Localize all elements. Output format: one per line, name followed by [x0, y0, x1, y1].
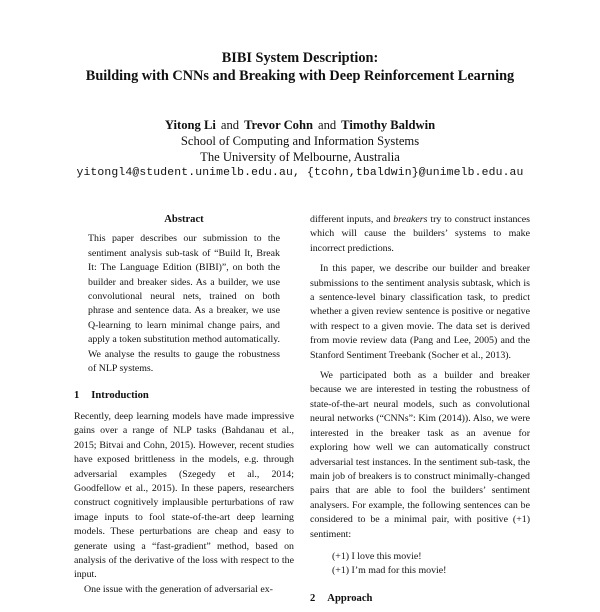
continued-text-pre: different inputs, and	[310, 214, 394, 225]
author-yitong-li: Yitong Li	[164, 118, 216, 132]
title-line-1: BIBI System Description:	[221, 50, 379, 66]
affiliation-university: The University of Melbourne, Australia	[200, 150, 400, 164]
right-column	[310, 213, 530, 612]
intro-paragraph-1: Recently, deep learning models have made impressive gains over a range of NLP tasks (Bahdanau et al., 2015; Bitvai and Cohn, 2015). However, recent studies have exposed brittleness in the models, e.g. through adversarial examples (Szegedy et al., 2014; Goodfellow et al., 2015). In these papers, researchers construct cognitively implausible perturbations of raw image inputs to fool state-of-the-art deep learning models. These perturbations are cheap and easy to generate using a “fast-gradient” method, based on analysis of the derivative of the loss with respect to the input.	[74, 410, 294, 581]
motivation-paragraph: We participated both as a builder and breaker because we are interested in testing the robustness of state-of-the-art neural models, such as convolutional neural networks (“CNNs”: Kim (2014)). Also, we were interested in the breaker task as an avenue for exploring how well we can automatically construct adversarial test instances. In the sentiment sub-task, the main job of breakers is to construct minimally-changed pairs that are able to fool the builders’ sentiment analysers. For example, the following sentences can be considered to be a minimal pair, with positive (+1) sentiment:	[310, 370, 530, 540]
example-2: (+1) I’m mad for this movie!	[332, 565, 447, 577]
section-2-heading	[310, 592, 530, 606]
author-and-2: and	[317, 118, 337, 132]
breakers-term: breakers	[393, 214, 428, 225]
paper-title	[0, 49, 600, 85]
section-2-number: 2	[310, 592, 316, 604]
section-1-number: 1	[74, 390, 80, 402]
author-emails: yitongl4@student.unimelb.edu.au, {tcohn,tbaldwin}@unimelb.edu.au	[76, 167, 524, 179]
author-timothy-baldwin: Timothy Baldwin	[341, 118, 436, 132]
author-block	[0, 117, 600, 181]
left-column	[74, 213, 294, 597]
author-and-1: and	[220, 118, 240, 132]
section-1-heading	[74, 389, 294, 403]
example-1: (+1) I love this movie!	[332, 550, 422, 562]
title-line-2: Building with CNNs and Breaking with Deep Reinforcement Learning	[85, 68, 515, 84]
paper-overview-paragraph: In this paper, we describe our builder and breaker submissions to the sentiment analysis subtask, which is a sentence-level binary classification task, to predict whether a given review sentence is positive or negative with respect to a given movie. The data set is derived from movie review data (Pang and Lee, 2005) and the Stanford Sentiment Treebank (Socher et al., 2013).	[310, 263, 530, 361]
author-names	[0, 117, 600, 133]
section-2-title: Approach	[327, 592, 373, 604]
abstract-text: This paper describes our submission to the sentiment analysis sub-task of “Build It, Break It: The Language Edition (BIBI)”, on both the builder and breaker sides. As a builder, we use convolutional neural nets, trained on both phrase and sentence data. As a breaker, we use Q-learning to learn minimal change pairs, and apply a token substitution method automatically. We analyse the results to gauge the robustness of NLP systems.	[88, 233, 280, 375]
example-sentences	[332, 550, 530, 579]
continued-text-post: try to construct instances which will cause the builders’ systems to make incorrect predictions.	[310, 214, 531, 254]
continued-paragraph	[310, 213, 530, 256]
intro-paragraph-2: One issue with the generation of adversarial ex-	[84, 583, 273, 595]
affiliation-school: School of Computing and Information Systems	[180, 134, 420, 148]
section-1-title: Introduction	[91, 390, 149, 402]
author-trevor-cohn: Trevor Cohn	[244, 118, 313, 132]
abstract-heading: Abstract	[164, 214, 204, 225]
